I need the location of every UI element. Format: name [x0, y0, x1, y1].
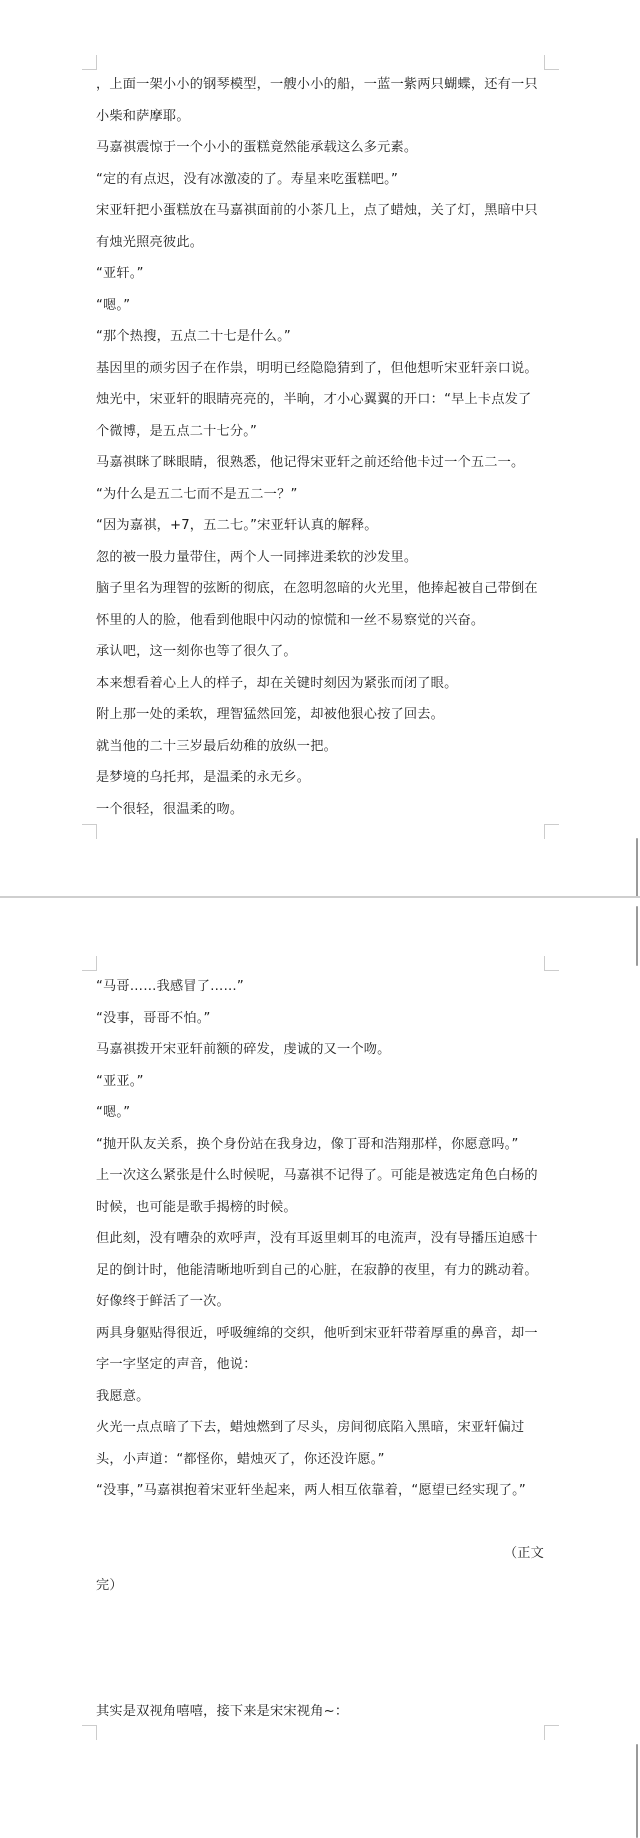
margin-corner-top-right — [544, 956, 559, 971]
paragraph: ，上面一架小小的钢琴模型，一艘小小的船，一蓝一紫两只蝴蝶，还有一只小柴和萨摩耶。 — [96, 77, 538, 124]
paragraph: “没事，”马嘉祺抱着宋亚轩坐起来，两人相互依靠着，“愿望已经实现了。” — [96, 1483, 526, 1498]
blank-line — [96, 1507, 544, 1539]
scrollbar-thumb-lower[interactable] — [636, 906, 638, 966]
paragraph: 就当他的二十三岁最后幼稚的放纵一把。 — [96, 738, 337, 754]
paragraph: 基因里的顽劣因子在作祟，明明已经隐隐猜到了，但他想听宋亚轩亲口说。 — [96, 360, 538, 376]
paragraph: 马嘉祺眯了眯眼睛，很熟悉，他记得宋亚轩之前还给他卡过一个五二一。 — [96, 455, 525, 470]
paragraph: “亚轩。” — [96, 266, 144, 281]
page-separator — [0, 896, 640, 906]
paragraph: “没事，哥哥不怕。” — [96, 1010, 211, 1026]
paragraph: 宋亚轩把小蛋糕放在马嘉祺面前的小茶几上，点了蜡烛，关了灯，黑暗中只有烛光照亮彼此。 — [96, 203, 538, 250]
margin-corner-top-right — [544, 55, 559, 70]
paragraph: 两具身躯贴得很近，呼吸缠绵的交织，他听到宋亚轩带着厚重的鼻音，却一字一字坚定的声音，他说： — [96, 1325, 538, 1372]
scrollbar-thumb-bottom[interactable] — [636, 1744, 638, 1838]
paragraph: 马嘉祺拨开宋亚轩前额的碎发，虔诚的又一个吻。 — [96, 1042, 391, 1057]
paragraph: “嗯。” — [96, 297, 131, 313]
paragraph: “马哥……我感冒了……” — [96, 979, 244, 994]
document-page-1 — [0, 0, 640, 900]
page-2-body — [96, 971, 544, 1727]
paragraph: “嗯。” — [96, 1105, 131, 1120]
paragraph: 承认吧，这一刻你也等了很久了。 — [96, 644, 297, 659]
blank-lines — [96, 1601, 544, 1696]
paragraph: 是梦境的乌托邦，是温柔的永无乡。 — [96, 770, 311, 785]
paragraph: 我愿意。 — [96, 1388, 150, 1404]
margin-corner-bottom-right — [544, 824, 559, 839]
paragraph: “那个热搜，五点二十七是什么。” — [96, 329, 291, 344]
scrollbar-thumb-upper[interactable] — [636, 838, 638, 900]
paragraph: 附上那一处的柔软，理智猛然回笼，却被他狠心按了回去。 — [96, 707, 445, 722]
paragraph: 上一次这么紧张是什么时候呢，马嘉祺不记得了。可能是被选定角色白杨的时候，也可能是歌手揭榜的时候。 — [96, 1168, 538, 1215]
paragraph: 本来想看着心上人的样子，却在关键时刻因为紧张而闭了眼。 — [96, 675, 458, 691]
paragraph: “因为嘉祺，+7，五二七。”宋亚轩认真的解释。 — [96, 518, 378, 533]
end-mark-line-1: （正文 — [503, 1546, 544, 1561]
margin-corner-bottom-left — [82, 824, 97, 839]
paragraph: “亚亚。” — [96, 1073, 144, 1089]
margin-corner-top-left — [82, 55, 97, 70]
paragraph: 马嘉祺震惊于一个小小的蛋糕竟然能承载这么多元素。 — [96, 140, 418, 155]
margin-corner-bottom-right — [544, 1725, 559, 1740]
afterword: 其实是双视角嘻嘻，接下来是宋宋视角~： — [96, 1703, 349, 1719]
paragraph: “抛开队友关系，换个身份站在我身边，像丁哥和浩翔那样，你愿意吗。” — [96, 1136, 519, 1152]
paragraph: “定的有点迟，没有冰激凌的了。寿星来吃蛋糕吧。” — [96, 171, 398, 187]
margin-corner-top-left — [82, 956, 97, 971]
paragraph: 火光一点点暗了下去，蜡烛燃到了尽头，房间彻底陷入黑暗，宋亚轩偏过头，小声道：“都怪你，蜡烛灭了，你还没许愿。” — [96, 1420, 525, 1467]
paragraph: 脑子里名为理智的弦断的彻底，在忽明忽暗的火光里，他捧起被自己带倒在怀里的人的脸，他看到他眼中闪动的惊慌和一丝不易察觉的兴奋。 — [96, 581, 538, 628]
paragraph: “为什么是五二七而不是五二一？” — [96, 486, 298, 502]
end-mark-line-2: 完） — [96, 1577, 123, 1593]
paragraph: 烛光中，宋亚轩的眼睛亮亮的，半晌，才小心翼翼的开口：“早上卡点发了个微博，是五点二十七分。” — [96, 392, 532, 439]
paragraph: 好像终于鲜活了一次。 — [96, 1294, 230, 1309]
paragraph: 一个很轻，很温柔的吻。 — [96, 801, 244, 817]
page-1-body — [96, 69, 544, 825]
paragraph: 但此刻，没有嘈杂的欢呼声，没有耳返里刺耳的电流声，没有导播压迫感十足的倒计时，他能清晰地听到自己的心脏，在寂静的夜里，有力的跳动着。 — [96, 1231, 538, 1278]
paragraph: 忽的被一股力量带住，两个人一同摔进柔软的沙发里。 — [96, 549, 418, 565]
margin-corner-bottom-left — [82, 1725, 97, 1740]
